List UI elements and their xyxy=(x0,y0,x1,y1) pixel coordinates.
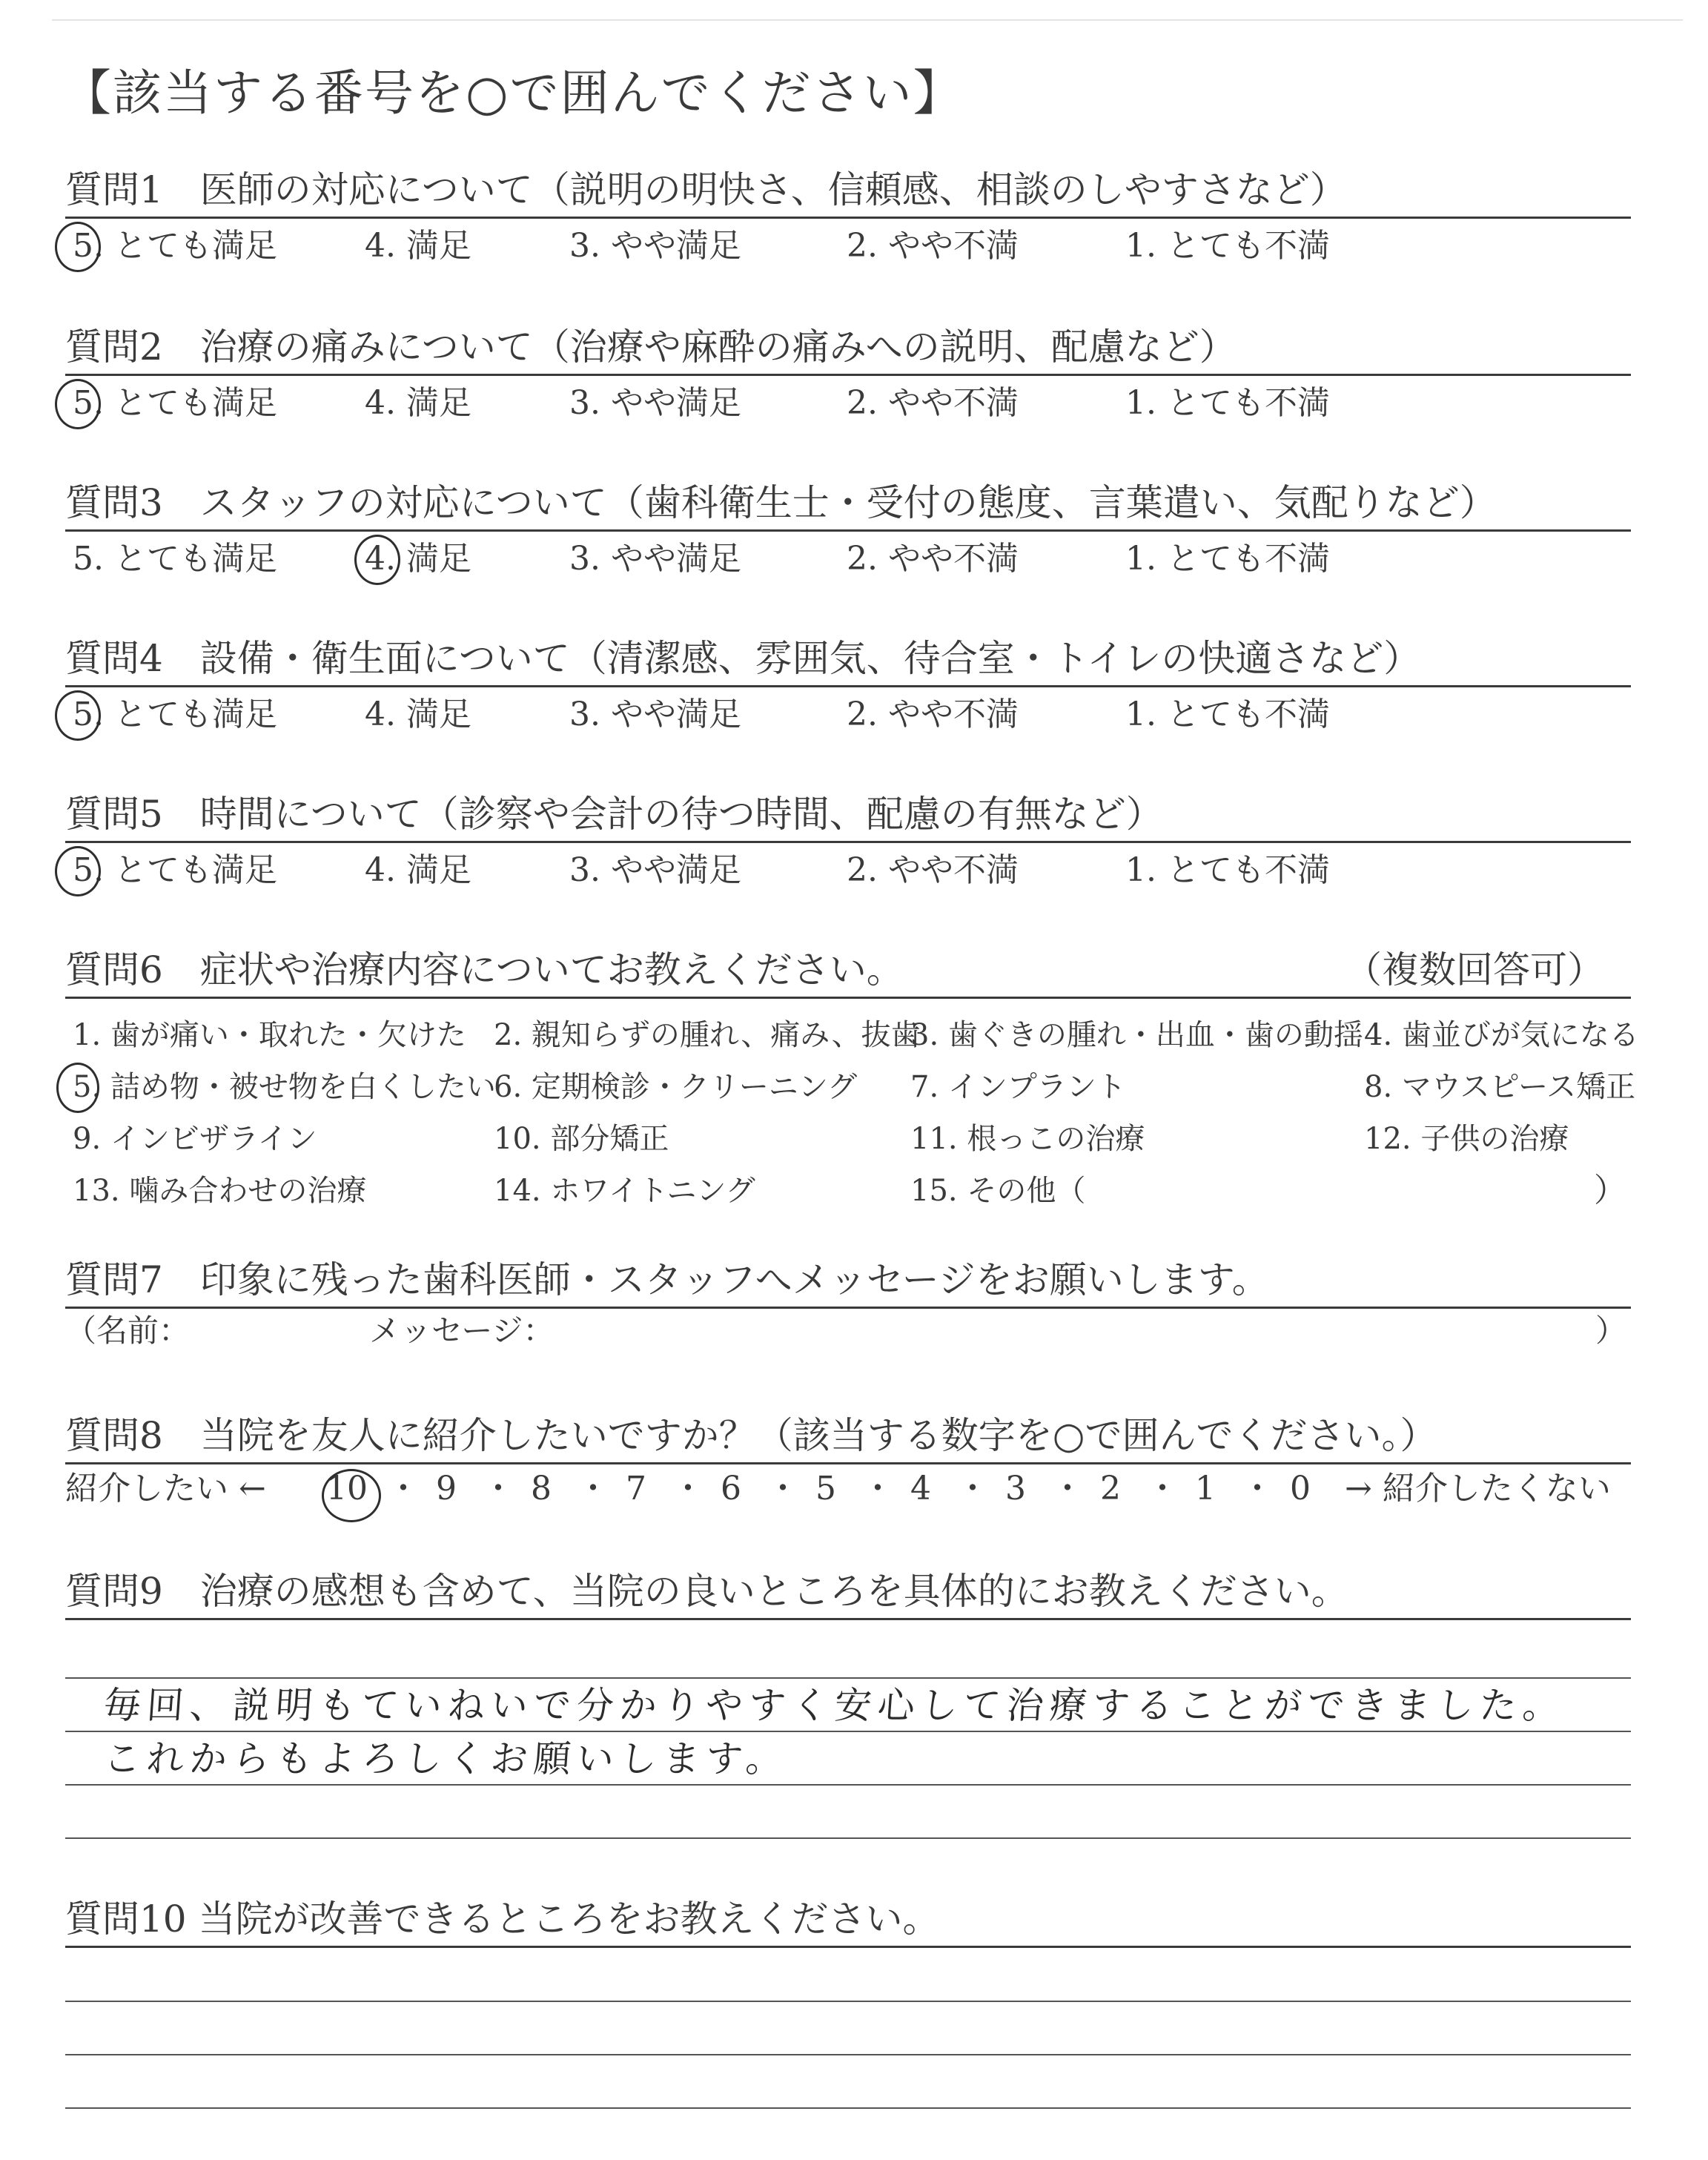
recommend-scale xyxy=(65,1464,1631,1513)
treatment-option-4[interactable]: 4. 歯並びが気になる xyxy=(1364,1018,1639,1052)
question-3 xyxy=(65,476,1631,585)
answer-line xyxy=(65,2054,1631,2055)
scale-0[interactable]: 0 xyxy=(1290,1470,1311,1507)
scale-2[interactable]: 2 xyxy=(1100,1470,1121,1507)
answer-line xyxy=(65,2107,1631,2109)
rating-options xyxy=(65,843,1631,896)
rating-options xyxy=(65,687,1631,741)
option-2[interactable]: 2. やや不満 xyxy=(847,540,1019,578)
option-3[interactable]: 3. やや満足 xyxy=(569,227,741,265)
question-heading: 質問9 治療の感想も含めて、当院の良いところを具体的にお教えください。 xyxy=(65,1570,1348,1613)
treatment-option-7[interactable]: 7. インプラント xyxy=(910,1070,1126,1104)
option-3[interactable]: 3. やや満足 xyxy=(569,540,741,578)
scale-7[interactable]: 7 xyxy=(626,1470,646,1507)
scale-separator: ・ xyxy=(767,1470,799,1507)
message-label: メッセージ： xyxy=(369,1312,555,1349)
option-3[interactable]: 3. やや満足 xyxy=(569,851,741,889)
option-5[interactable]: 5. とても満足 xyxy=(73,384,277,422)
scale-separator: ・ xyxy=(672,1470,704,1507)
option-4[interactable]: 4. 満足 xyxy=(365,384,471,422)
scale-10[interactable]: 10 xyxy=(326,1470,368,1507)
message-field[interactable] xyxy=(65,1309,1631,1356)
treatment-option-8[interactable]: 8. マウスピース矯正 xyxy=(1364,1070,1636,1104)
treatment-option-15[interactable]: 15. その他（ xyxy=(910,1174,1086,1208)
scale-separator: ・ xyxy=(1146,1470,1179,1507)
option-3[interactable]: 3. やや満足 xyxy=(569,384,741,422)
recommend-right-label: → 紹介したくない xyxy=(1345,1470,1611,1507)
treatment-options xyxy=(65,999,1639,1221)
option-2[interactable]: 2. やや不満 xyxy=(847,227,1019,265)
scale-separator: ・ xyxy=(387,1470,420,1507)
selected-circle-mark xyxy=(55,690,101,741)
scale-separator: ・ xyxy=(1241,1470,1274,1507)
option-5[interactable]: 5. とても満足 xyxy=(73,696,277,733)
treatment-option-11[interactable]: 11. 根っこの治療 xyxy=(910,1122,1145,1156)
scale-separator: ・ xyxy=(482,1470,514,1507)
question-heading: 質問10 当院が改善できるところをお教えください。 xyxy=(65,1898,940,1941)
scale-separator: ・ xyxy=(577,1470,609,1507)
treatment-option-1[interactable]: 1. 歯が痛い・取れた・欠けた xyxy=(73,1018,466,1052)
treatment-option-9[interactable]: 9. インビザライン xyxy=(73,1122,317,1156)
question-2 xyxy=(65,320,1631,429)
option-4[interactable]: 4. 満足 xyxy=(365,851,471,889)
treatment-option-14[interactable]: 14. ホワイトニング xyxy=(494,1174,755,1208)
question-heading: 質問7 印象に残った歯科医師・スタッフへメッセージをお願いします。 xyxy=(65,1258,1269,1301)
scale-separator: ・ xyxy=(1051,1470,1084,1507)
question-heading: 質問5 時間について（診察や会計の待つ時間、配慮の有無など） xyxy=(65,793,1163,836)
selected-circle-mark xyxy=(55,846,101,896)
option-4[interactable]: 4. 満足 xyxy=(365,227,471,265)
treatment-option-2[interactable]: 2. 親知らずの腫れ、痛み、抜歯 xyxy=(494,1018,921,1052)
option-1[interactable]: 1. とても不満 xyxy=(1125,696,1330,733)
question-10 xyxy=(65,1892,1631,1948)
question-heading: 質問1 医師の対応について（説明の明快さ、信頼感、相談のしやすさなど） xyxy=(65,168,1347,211)
option-5[interactable]: 5. とても満足 xyxy=(73,540,277,578)
question-1 xyxy=(65,163,1631,272)
question-6 xyxy=(65,943,1639,1221)
selected-circle-mark xyxy=(354,535,400,585)
selected-circle-mark xyxy=(55,222,101,272)
treatment-option-3[interactable]: 3. 歯ぐきの腫れ・出血・歯の動揺 xyxy=(910,1018,1363,1052)
option-4[interactable]: 4. 満足 xyxy=(365,540,471,578)
treatment-option-10[interactable]: 10. 部分矯正 xyxy=(494,1122,669,1156)
message-close-paren: ） xyxy=(1595,1312,1626,1349)
scale-separator: ・ xyxy=(861,1470,894,1507)
answer-line xyxy=(65,1837,1631,1839)
name-label: （名前： xyxy=(65,1312,191,1349)
scale-5[interactable]: 5 xyxy=(815,1470,836,1507)
rating-options xyxy=(65,532,1631,585)
recommend-left-label: 紹介したい ← xyxy=(65,1470,266,1507)
question-8 xyxy=(65,1409,1631,1513)
treatment-option-6[interactable]: 6. 定期検診・クリーニング xyxy=(494,1070,858,1104)
top-rule xyxy=(52,19,1683,21)
option-2[interactable]: 2. やや不満 xyxy=(847,384,1019,422)
answer-line xyxy=(65,2001,1631,2002)
option-1[interactable]: 1. とても不満 xyxy=(1125,540,1330,578)
treatment-option-12[interactable]: 12. 子供の治療 xyxy=(1364,1122,1569,1156)
question-heading: 質問6 症状や治療内容についてお教えください。 xyxy=(65,948,904,991)
scale-4[interactable]: 4 xyxy=(910,1470,931,1507)
answer-line xyxy=(65,1677,1631,1679)
scale-1[interactable]: 1 xyxy=(1195,1470,1216,1507)
scale-9[interactable]: 9 xyxy=(436,1470,457,1507)
option-2[interactable]: 2. やや不満 xyxy=(847,851,1019,889)
option-2[interactable]: 2. やや不満 xyxy=(847,696,1019,733)
answer-line xyxy=(65,1731,1631,1732)
selected-circle-mark xyxy=(55,379,101,429)
option-1[interactable]: 1. とても不満 xyxy=(1125,227,1330,265)
multiple-answers-note: （複数回答可） xyxy=(1345,948,1604,991)
answer-line xyxy=(65,1784,1631,1786)
sheet-title: 【該当する番号を○で囲んでください】 xyxy=(62,65,964,122)
treatment-option-5[interactable]: 5. 詰め物・被せ物を白くしたい xyxy=(73,1070,496,1104)
rating-options xyxy=(65,376,1631,429)
question-5 xyxy=(65,787,1631,896)
question-4 xyxy=(65,632,1631,741)
treatment-option-13[interactable]: 13. 噛み合わせの治療 xyxy=(73,1174,367,1208)
question-heading: 質問2 治療の痛みについて（治療や麻酔の痛みへの説明、配慮など） xyxy=(65,326,1237,369)
option-1[interactable]: 1. とても不満 xyxy=(1125,384,1330,422)
scale-6[interactable]: 6 xyxy=(721,1470,741,1507)
option-3[interactable]: 3. やや満足 xyxy=(569,696,741,733)
selected-circle-mark xyxy=(56,1063,99,1113)
selected-circle-mark xyxy=(322,1469,381,1522)
question-9 xyxy=(65,1565,1631,1620)
handwritten-answer-line-2: これからもよろしくお願いします。 xyxy=(102,1737,791,1780)
option-5[interactable]: 5. とても満足 xyxy=(73,851,277,889)
handwritten-answer-line-1: 毎回、説明もていねいで分かりやすく安心して治療することができました。 xyxy=(102,1684,1568,1727)
option-5[interactable]: 5. とても満足 xyxy=(73,227,277,265)
option-1[interactable]: 1. とても不満 xyxy=(1125,851,1330,889)
rating-options xyxy=(65,219,1631,272)
question-heading: 質問4 設備・衛生面について（清潔感、雰囲気、待合室・トイレの快適さなど） xyxy=(65,637,1421,680)
scale-separator: ・ xyxy=(956,1470,989,1507)
question-heading: 質問3 スタッフの対応について（歯科衛生士・受付の態度、言葉遣い、気配りなど） xyxy=(65,481,1497,524)
option-4[interactable]: 4. 満足 xyxy=(365,696,471,733)
scale-3[interactable]: 3 xyxy=(1005,1470,1026,1507)
question-heading: 質問8 当院を友人に紹介したいですか？（該当する数字を○で囲んでください。） xyxy=(65,1414,1437,1457)
other-close-paren: ） xyxy=(1594,1172,1626,1209)
scale-8[interactable]: 8 xyxy=(531,1470,552,1507)
question-7 xyxy=(65,1253,1631,1356)
